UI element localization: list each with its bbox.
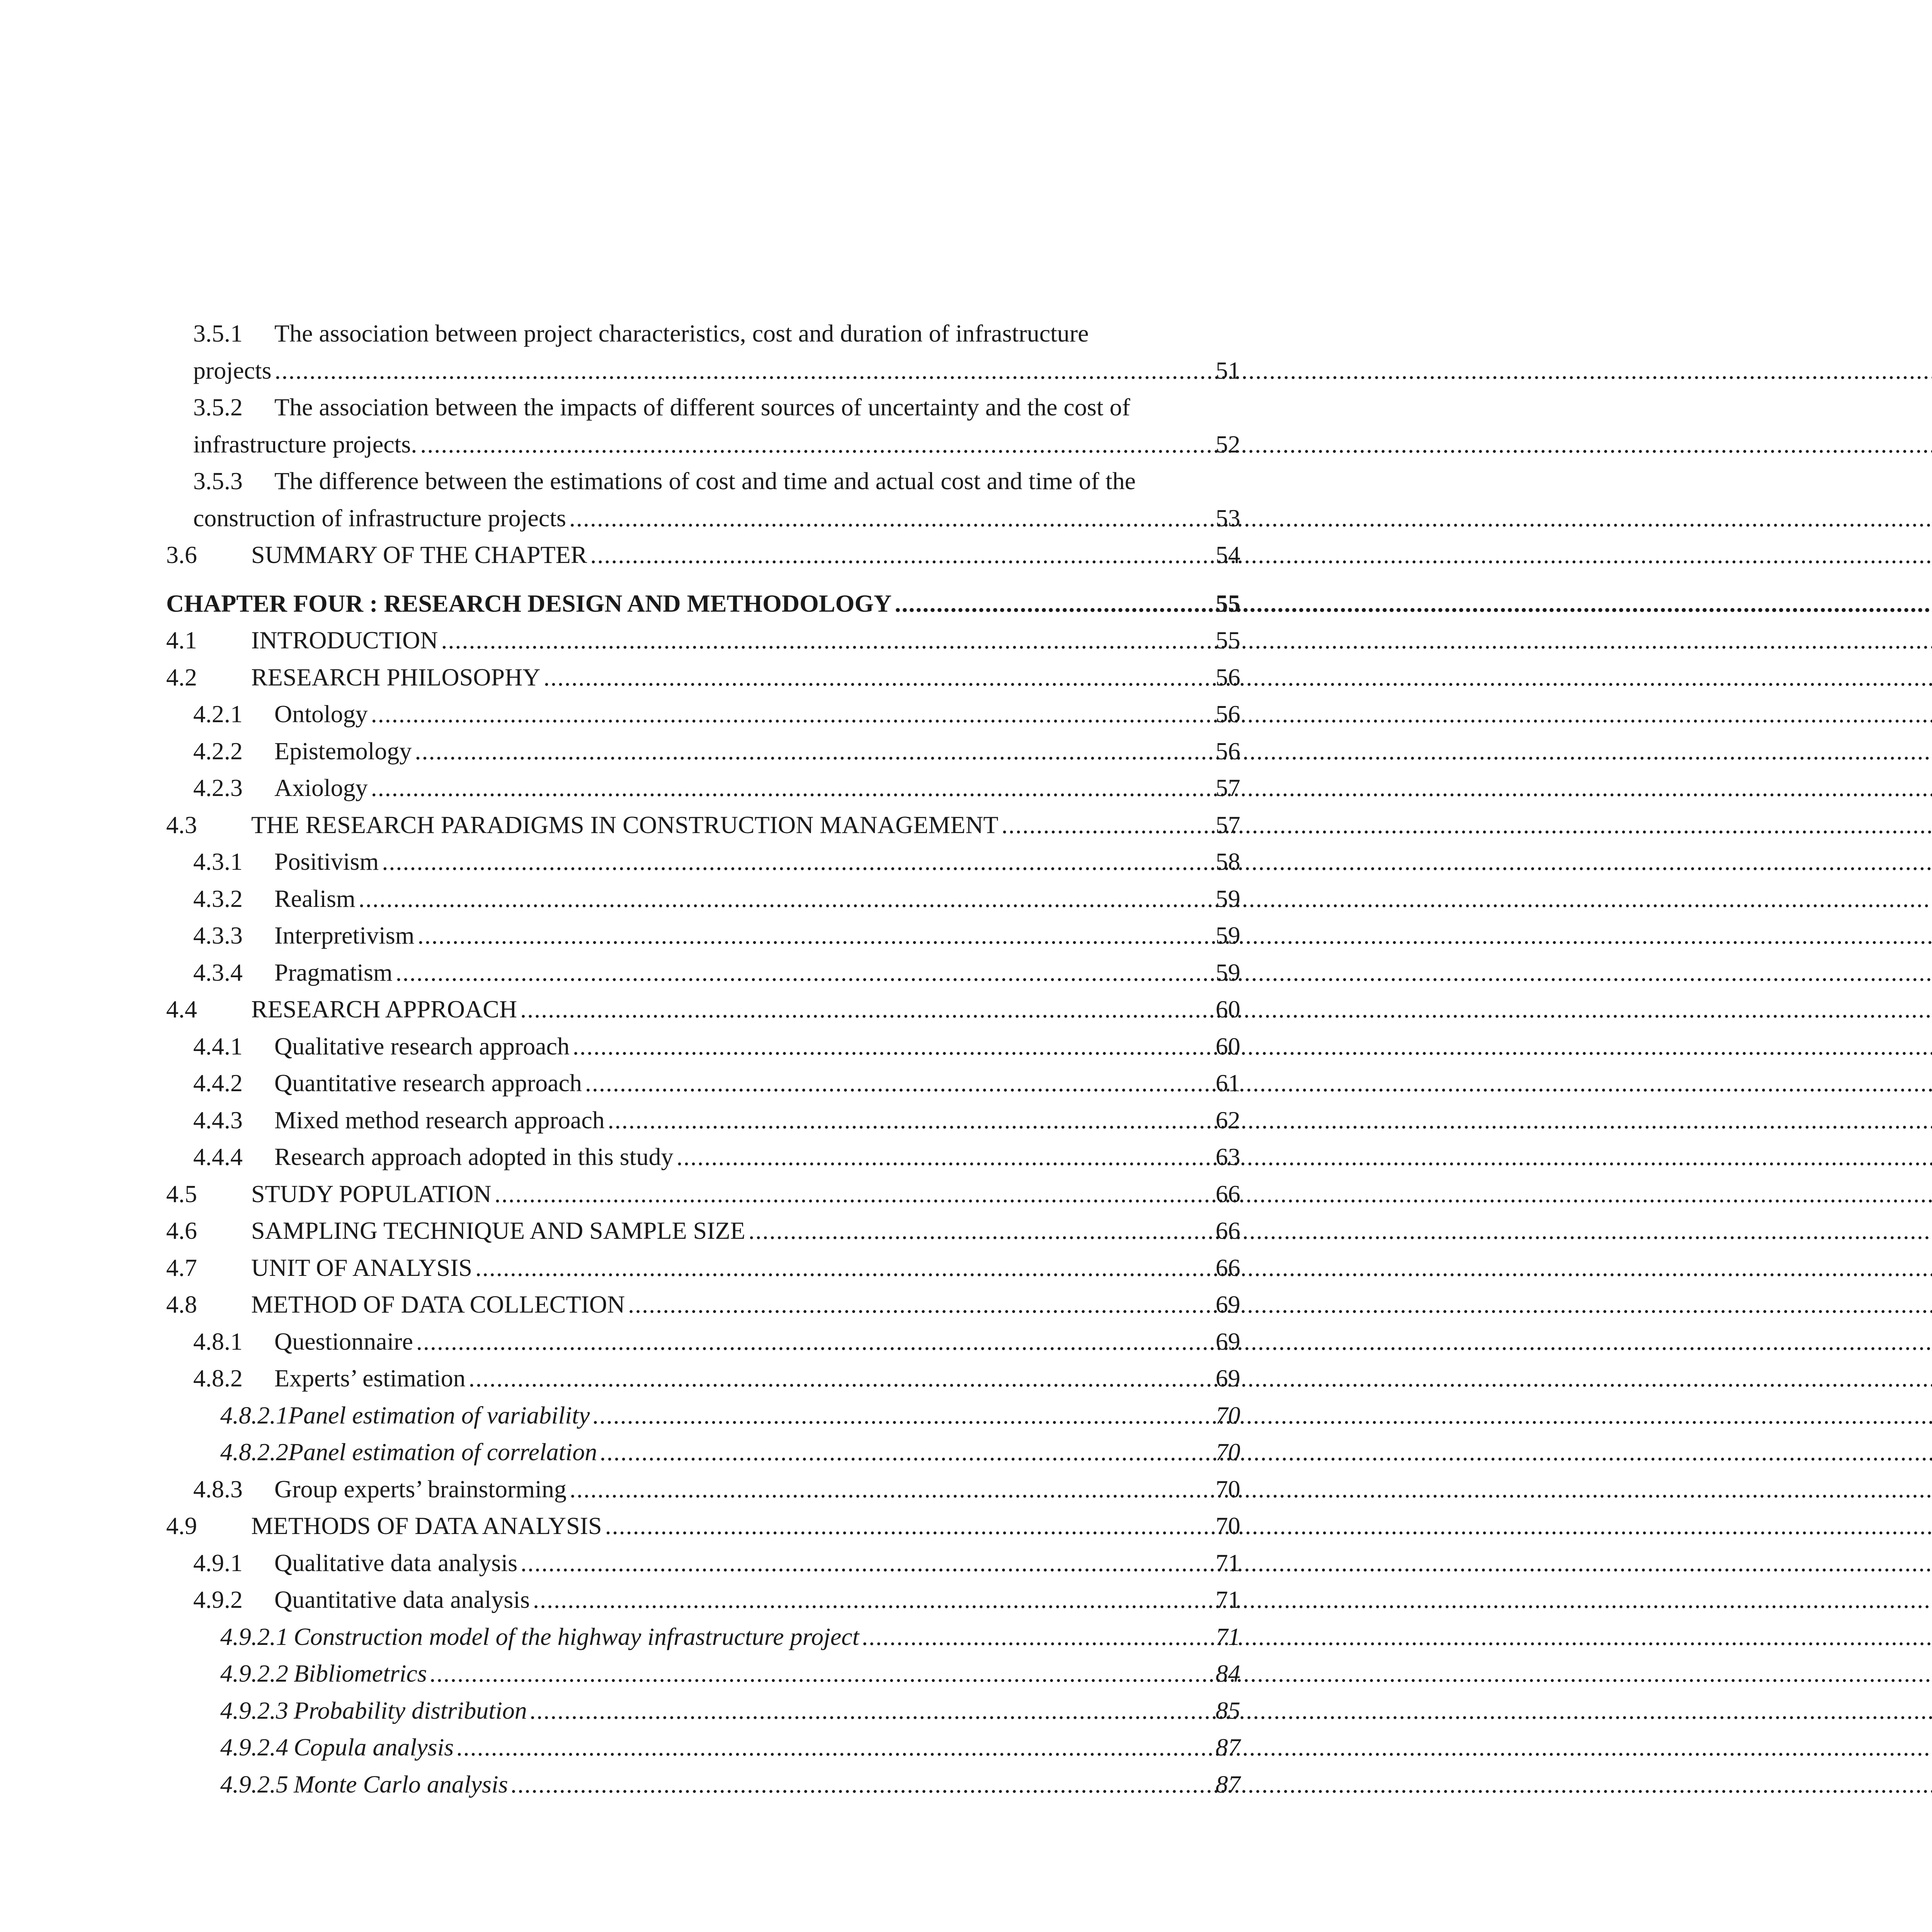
- toc-page-number: 55: [1216, 589, 1240, 617]
- toc-entry-number: 4.4.3: [193, 1106, 243, 1134]
- toc-entry-title: INTRODUCTION: [251, 626, 438, 654]
- toc-entry-title: Questionnaire: [274, 1327, 413, 1355]
- toc-entry[interactable]: [166, 1618, 1240, 1655]
- dot-leader: [533, 1581, 1213, 1618]
- dot-leader: [677, 1138, 1213, 1175]
- toc-entry[interactable]: [166, 1655, 1240, 1692]
- toc-entry[interactable]: [166, 315, 1240, 389]
- toc-entry[interactable]: [166, 463, 1240, 536]
- toc-entry[interactable]: [166, 769, 1240, 806]
- chapter-heading-entry[interactable]: [166, 585, 1240, 622]
- toc-entry-title: Mixed method research approach: [274, 1106, 605, 1134]
- toc-entry-title: Interpretivism: [274, 922, 415, 949]
- toc-entry[interactable]: [166, 1175, 1240, 1213]
- dot-leader: [590, 536, 1213, 573]
- toc-entry[interactable]: [166, 536, 1240, 573]
- toc-page-number: 69: [1216, 1291, 1240, 1318]
- toc-page-number: 69: [1216, 1327, 1240, 1355]
- toc-page-number: 66: [1216, 1217, 1240, 1244]
- toc-entry-title: STUDY POPULATION: [251, 1180, 492, 1208]
- dot-leader: [1002, 806, 1213, 844]
- toc-entry-title: METHODS OF DATA ANALYSIS: [251, 1512, 602, 1539]
- toc-entry-title-continued: infrastructure projects.: [193, 430, 417, 458]
- dot-leader: [420, 426, 1213, 463]
- toc-page-number: 70: [1216, 1512, 1240, 1539]
- toc-page-number: 59: [1216, 884, 1240, 912]
- toc-entry-title: Bibliometrics: [294, 1660, 427, 1687]
- toc-page-number: 54: [1216, 541, 1240, 568]
- dot-leader: [441, 622, 1213, 659]
- toc-entry-title: Panel estimation of correlation: [288, 1438, 597, 1466]
- dot-leader: [862, 1618, 1213, 1655]
- toc-entry-title: The association between project characteristics, cost and duration of infrastructure: [274, 320, 1089, 347]
- toc-page-number: 69: [1216, 1364, 1240, 1392]
- toc-entry-number: 4.8.2.2: [220, 1438, 288, 1466]
- toc-entry-title: UNIT OF ANALYSIS: [251, 1253, 473, 1281]
- toc-page-number: 59: [1216, 922, 1240, 949]
- toc-entry-number: 4.8.3: [193, 1475, 243, 1503]
- toc-entry-number: 4.8.2.1: [220, 1401, 288, 1429]
- toc-entry-number: 4.9.2.4: [220, 1733, 288, 1761]
- toc-entry[interactable]: [166, 991, 1240, 1028]
- toc-page-number: 61: [1216, 1069, 1240, 1097]
- dot-leader: [495, 1175, 1213, 1213]
- dot-leader: [593, 1397, 1213, 1434]
- toc-entry[interactable]: [166, 1065, 1240, 1102]
- toc-entry[interactable]: [166, 389, 1240, 463]
- toc-entry-number: 4.3.1: [193, 848, 243, 875]
- toc-entry-title: CHAPTER FOUR : RESEARCH DESIGN AND METHODOLOGY: [166, 589, 892, 617]
- toc-entry-title: Qualitative research approach: [274, 1032, 570, 1060]
- toc-entry-number: 4.9: [166, 1512, 197, 1539]
- toc-entry-number: 4.3.2: [193, 884, 243, 912]
- toc-entry-title: Research approach adopted in this study: [274, 1143, 673, 1170]
- toc-entry-title: Panel estimation of variability: [288, 1401, 590, 1429]
- toc-entry[interactable]: [166, 880, 1240, 917]
- toc-page-number: 51: [1216, 356, 1240, 384]
- toc-page-number: 66: [1216, 1180, 1240, 1208]
- toc-page-number: 56: [1216, 737, 1240, 765]
- toc-entry[interactable]: [166, 1212, 1240, 1249]
- toc-entry-number: 4.4.2: [193, 1069, 243, 1097]
- dot-leader: [275, 352, 1213, 389]
- toc-entry-title: Ontology: [274, 700, 368, 728]
- dot-leader: [570, 1471, 1213, 1508]
- dot-leader: [569, 500, 1213, 537]
- toc-entry-number: 4.2.3: [193, 774, 243, 801]
- toc-entry-title: Monte Carlo analysis: [294, 1770, 508, 1798]
- dot-leader: [469, 1360, 1213, 1397]
- toc-entry-number: 3.6: [166, 541, 197, 568]
- toc-page-number: 55: [1216, 626, 1240, 654]
- toc-entry-title: Axiology: [274, 774, 368, 801]
- toc-entry-number: 3.5.3: [193, 467, 243, 495]
- toc-entry-number: 4.8: [166, 1291, 197, 1318]
- toc-page-number: 70: [1216, 1475, 1240, 1503]
- dot-leader: [415, 733, 1213, 770]
- toc-entry[interactable]: [166, 659, 1240, 696]
- toc-entry-number: 4.1: [166, 626, 197, 654]
- toc-entry[interactable]: [166, 1360, 1240, 1397]
- dot-leader: [544, 659, 1213, 696]
- toc-entry-number: 4.4.4: [193, 1143, 243, 1170]
- dot-leader: [416, 1323, 1213, 1360]
- toc-entry-title: Epistemology: [274, 737, 412, 765]
- toc-entry-number: 4.9.2.3: [220, 1696, 288, 1724]
- toc-entry-title: Probability distribution: [294, 1696, 527, 1724]
- dot-leader: [418, 917, 1213, 954]
- toc-entry-line: [166, 500, 1240, 537]
- toc-page-number: 87: [1216, 1770, 1240, 1798]
- toc-entry-title: The difference between the estimations of cost and time and actual cost and time of the: [274, 467, 1136, 495]
- toc-page-number: 57: [1216, 774, 1240, 801]
- toc-entry-title: Realism: [274, 884, 355, 912]
- toc-entry[interactable]: [166, 1286, 1240, 1323]
- toc-entry-title-continued: construction of infrastructure projects: [193, 504, 566, 532]
- toc-entry-number: 4.8.2: [193, 1364, 243, 1392]
- toc-entry-title: Copula analysis: [294, 1733, 454, 1761]
- toc-entry-title: The association between the impacts of different sources of uncertainty and the cost of: [274, 393, 1130, 421]
- toc-page-number: 71: [1216, 1622, 1240, 1650]
- dot-leader: [430, 1655, 1213, 1692]
- toc-page-number: 62: [1216, 1106, 1240, 1134]
- toc-entry[interactable]: [166, 1138, 1240, 1175]
- toc-page-number: 59: [1216, 958, 1240, 986]
- toc-page-number: 60: [1216, 1032, 1240, 1060]
- toc-page-number: 56: [1216, 663, 1240, 691]
- toc-page-number: 63: [1216, 1143, 1240, 1170]
- toc-entry-title: Quantitative research approach: [274, 1069, 582, 1097]
- dot-leader: [605, 1507, 1213, 1544]
- toc-page-number: 71: [1216, 1549, 1240, 1577]
- toc-page-number: 70: [1216, 1438, 1240, 1466]
- toc-entry-title-continued: projects: [193, 356, 272, 384]
- toc-entry-title: Quantitative data analysis: [274, 1586, 530, 1613]
- toc-page-number: 57: [1216, 811, 1240, 838]
- toc-entry-title: SAMPLING TECHNIQUE AND SAMPLE SIZE: [251, 1217, 745, 1244]
- dot-leader: [382, 843, 1213, 880]
- toc-entry-number: 4.7: [166, 1253, 197, 1281]
- toc-entry[interactable]: [166, 917, 1240, 954]
- toc-entry[interactable]: [166, 1249, 1240, 1286]
- dot-leader: [608, 1102, 1213, 1139]
- toc-entry-title: Pragmatism: [274, 958, 393, 986]
- toc-entry-title: Construction model of the highway infrastructure project: [294, 1622, 859, 1650]
- dot-leader: [573, 1028, 1213, 1065]
- toc-entry-title: METHOD OF DATA COLLECTION: [251, 1291, 625, 1318]
- dot-leader: [475, 1249, 1213, 1286]
- toc-entry-number: 4.9.2.1: [220, 1622, 288, 1650]
- toc-entry[interactable]: [166, 1544, 1240, 1582]
- toc-page-number: 66: [1216, 1253, 1240, 1281]
- toc-entry-number: 4.2.1: [193, 700, 243, 728]
- dot-leader: [520, 991, 1213, 1028]
- toc-entry-title: Group experts’ brainstorming: [274, 1475, 566, 1503]
- toc-entry[interactable]: [166, 806, 1240, 844]
- toc-entry[interactable]: [166, 843, 1240, 880]
- toc-entry-title: Qualitative data analysis: [274, 1549, 518, 1577]
- dot-leader: [628, 1286, 1213, 1323]
- toc-entry-number: 4.4.1: [193, 1032, 243, 1060]
- toc-entry[interactable]: [166, 1507, 1240, 1544]
- toc-entry-line: [166, 463, 1240, 500]
- toc-entry-number: 4.9.2.5: [220, 1770, 288, 1798]
- dot-leader: [511, 1766, 1213, 1803]
- dot-leader: [895, 585, 1213, 622]
- dot-leader: [530, 1692, 1213, 1729]
- toc-page-number: 53: [1216, 504, 1240, 532]
- toc-entry[interactable]: [166, 1323, 1240, 1360]
- toc-entry-number: 4.4: [166, 995, 197, 1023]
- toc-entry[interactable]: [166, 1397, 1240, 1434]
- toc-entry[interactable]: [166, 1434, 1240, 1471]
- toc-entry-line: [166, 426, 1240, 463]
- toc-entry-title: Experts’ estimation: [274, 1364, 466, 1392]
- toc-page-number: 60: [1216, 995, 1240, 1023]
- toc-entry[interactable]: [166, 1692, 1240, 1729]
- toc-entry-number: 4.9.2.2: [220, 1660, 288, 1687]
- toc-entry-number: 4.6: [166, 1217, 197, 1244]
- toc-page-number: 70: [1216, 1401, 1240, 1429]
- toc-page-number: 58: [1216, 848, 1240, 875]
- toc-entry-number: 4.3: [166, 811, 197, 838]
- toc-entry-number: 3.5.1: [193, 320, 243, 347]
- toc-entry[interactable]: [166, 733, 1240, 770]
- dot-leader: [457, 1729, 1213, 1766]
- toc-entry[interactable]: [166, 1102, 1240, 1139]
- toc-page-number: 71: [1216, 1586, 1240, 1613]
- toc-entry-number: 4.5: [166, 1180, 197, 1208]
- toc-entry-line: [166, 352, 1240, 389]
- toc-entry[interactable]: [166, 1729, 1240, 1766]
- toc-entry[interactable]: [166, 1028, 1240, 1065]
- dot-leader: [371, 769, 1213, 806]
- dot-leader: [585, 1065, 1213, 1102]
- toc-entry-title: SUMMARY OF THE CHAPTER: [251, 541, 587, 568]
- toc-entry[interactable]: [166, 954, 1240, 991]
- toc-entry-title: RESEARCH APPROACH: [251, 995, 517, 1023]
- toc-entry[interactable]: [166, 1471, 1240, 1508]
- toc-entry-number: 3.5.2: [193, 393, 243, 421]
- toc-entry-number: 4.8.1: [193, 1327, 243, 1355]
- toc-page-number: 56: [1216, 700, 1240, 728]
- toc-entry-number: 4.9.1: [193, 1549, 243, 1577]
- toc-entry[interactable]: [166, 1581, 1240, 1618]
- table-of-contents: [166, 315, 1240, 1803]
- toc-entry[interactable]: [166, 622, 1240, 659]
- toc-entry-title: RESEARCH PHILOSOPHY: [251, 663, 541, 691]
- dot-leader: [359, 880, 1213, 917]
- dot-leader: [748, 1212, 1213, 1249]
- toc-entry-number: 4.2.2: [193, 737, 243, 765]
- toc-page-number: 84: [1216, 1660, 1240, 1687]
- toc-entry-title: Positivism: [274, 848, 379, 875]
- toc-page-number: 87: [1216, 1733, 1240, 1761]
- toc-page-number: 52: [1216, 430, 1240, 458]
- toc-entry-number: 4.2: [166, 663, 197, 691]
- toc-entry[interactable]: [166, 1766, 1240, 1803]
- toc-entry-title: THE RESEARCH PARADIGMS IN CONSTRUCTION MANAGEMENT: [251, 811, 998, 838]
- toc-entry[interactable]: [166, 696, 1240, 733]
- toc-entry-number: 4.3.3: [193, 922, 243, 949]
- dot-leader: [371, 696, 1213, 733]
- toc-entry-number: 4.9.2: [193, 1586, 243, 1613]
- toc-entry-line: [166, 315, 1240, 352]
- toc-page-number: 85: [1216, 1696, 1240, 1724]
- dot-leader: [600, 1434, 1213, 1471]
- dot-leader: [520, 1544, 1213, 1582]
- toc-entry-line: [166, 389, 1240, 426]
- dot-leader: [396, 954, 1213, 991]
- toc-entry-number: 4.3.4: [193, 958, 243, 986]
